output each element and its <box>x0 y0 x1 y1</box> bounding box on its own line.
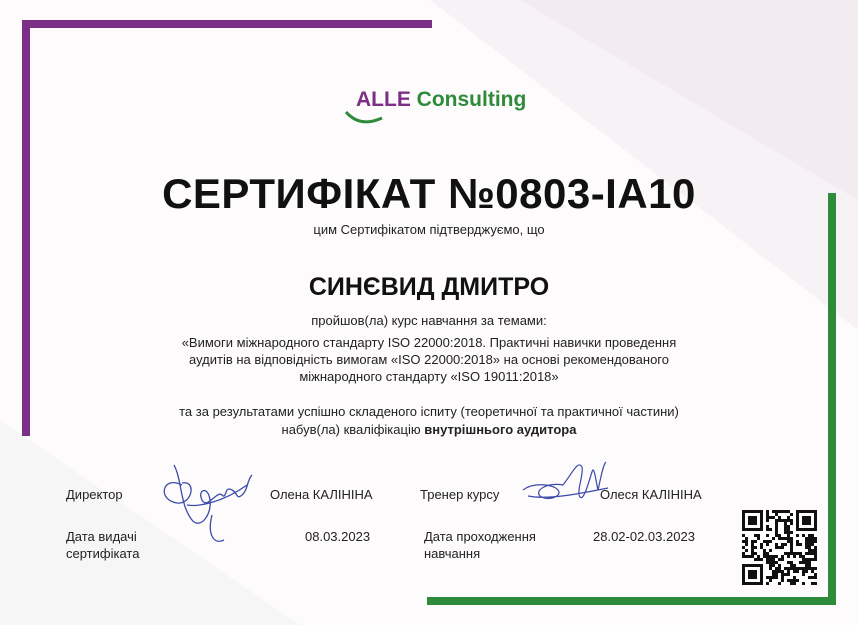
brand-logo-text <box>356 88 526 112</box>
certificate-title: СЕРТИФІКАТ №0803-IA10 <box>162 170 696 217</box>
training-label-line: Дата проходження <box>424 529 536 544</box>
frame-right-bar <box>828 193 836 605</box>
issue-date-label <box>66 528 139 562</box>
trainer-signature <box>518 452 613 507</box>
topic-line: «Вимоги міжнародного стандарту ISO 22000:2018. Практичні навички проведення <box>181 335 677 350</box>
director-name: Олена КАЛІНІНА <box>270 487 373 502</box>
trainer-label: Тренер курсу <box>420 487 500 502</box>
frame-bottom-bar <box>427 597 836 605</box>
exam-result <box>110 403 748 439</box>
training-date-value: 28.02-02.03.2023 <box>593 529 695 544</box>
qualification-prefix: набув(ла) кваліфікацію <box>281 422 425 437</box>
issue-date-value: 08.03.2023 <box>305 529 371 544</box>
qualification-line <box>110 421 748 439</box>
topic-line: міжнародного стандарту «ISO 19011:2018» <box>299 369 559 384</box>
passed-course-text: пройшов(ла) курс навчання за темами: <box>311 313 547 328</box>
certificate-subtitle: цим Сертифікатом підтверджуємо, що <box>313 222 545 237</box>
director-signature <box>152 445 262 550</box>
issue-label-line: сертифіката <box>66 546 140 561</box>
result-line: та за результатами успішно складеного іспиту (теоретичної та практичної частини) <box>179 404 679 419</box>
course-topic <box>140 334 718 385</box>
qualification-title: внутрішнього аудитора <box>424 422 577 437</box>
training-date-label <box>424 528 536 562</box>
brand-name: ALLE <box>356 88 411 111</box>
training-label-line: навчання <box>424 546 481 561</box>
brand-suffix: Consulting <box>416 88 527 111</box>
topic-line: аудитів на відповідність вимогам «ISO 22000:2018» на основі рекомендованого <box>189 352 669 367</box>
recipient-name: СИНЄВИД ДМИТРО <box>308 273 550 301</box>
director-label: Директор <box>66 487 123 502</box>
issue-label-line: Дата видачі <box>66 529 137 544</box>
qr-code-icon <box>742 510 817 585</box>
frame-top-bar <box>22 20 432 28</box>
trainer-name: Олеся КАЛІНІНА <box>600 487 702 502</box>
